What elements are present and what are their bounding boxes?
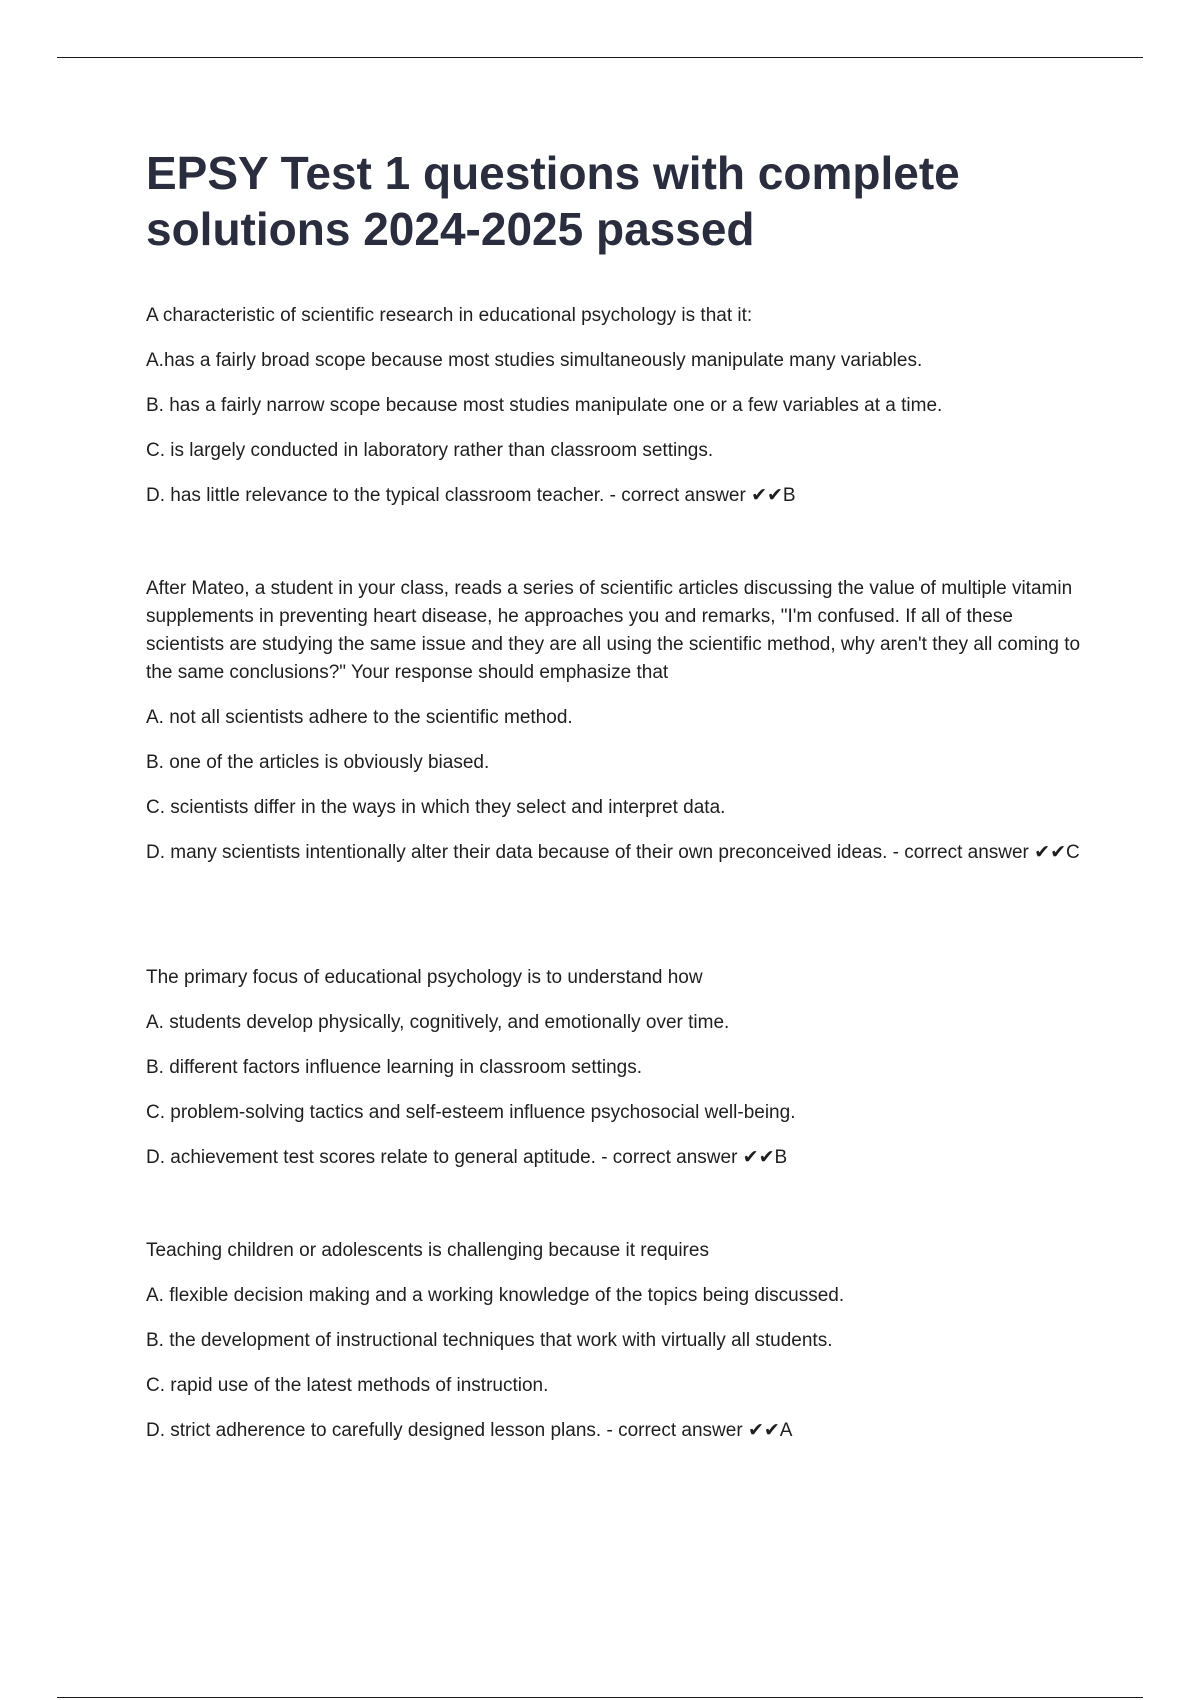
top-divider — [57, 57, 1143, 58]
question-text: A characteristic of scientific research in educational psychology is that it: — [146, 305, 753, 326]
question-text: The primary focus of educational psychology is to understand how — [146, 967, 703, 988]
document-title: EPSY Test 1 questions with complete solutions 2024-2025 passed — [146, 147, 960, 255]
answer-option: A. not all scientists adhere to the scientific method. — [146, 707, 573, 728]
answer-option-with-correct-answer: D. many scientists intentionally alter their data because of their own preconceived ideas. - correct answer ✔✔C — [146, 842, 1080, 863]
answer-option: A. students develop physically, cognitively, and emotionally over time. — [146, 1012, 730, 1033]
question-text: After Mateo, a student in your class, reads a series of scientific articles discussing the value of multiple vitamin supplements in preventing heart disease, he approaches you and remarks, "I'm confused. If all of these scientists are studying the same issue and they are all using the scientific method, why aren't they all coming to the same conclusions?" Your response should emphasize that — [146, 578, 1081, 683]
answer-option-with-correct-answer: D. has little relevance to the typical classroom teacher. - correct answer ✔✔B — [146, 485, 796, 506]
answer-option: C. problem-solving tactics and self-esteem influence psychosocial well-being. — [146, 1102, 796, 1123]
question-text: Teaching children or adolescents is challenging because it requires — [146, 1240, 709, 1261]
bottom-divider — [57, 1697, 1143, 1698]
answer-option: A.has a fairly broad scope because most studies simultaneously manipulate many variables. — [146, 350, 923, 371]
question-block — [146, 302, 1096, 510]
answer-option: B. one of the articles is obviously biased. — [146, 752, 490, 773]
answer-option-with-correct-answer: D. strict adherence to carefully designed lesson plans. - correct answer ✔✔A — [146, 1420, 793, 1441]
answer-option: C. is largely conducted in laboratory rather than classroom settings. — [146, 440, 714, 461]
question-block — [146, 575, 1096, 867]
question-block — [146, 964, 1096, 1172]
question-block — [146, 1237, 1096, 1445]
answer-option: C. scientists differ in the ways in which they select and interpret data. — [146, 797, 726, 818]
answer-option-with-correct-answer: D. achievement test scores relate to general aptitude. - correct answer ✔✔B — [146, 1147, 788, 1168]
answer-option: B. different factors influence learning in classroom settings. — [146, 1057, 643, 1078]
answer-option: C. rapid use of the latest methods of instruction. — [146, 1375, 549, 1396]
answer-option: B. has a fairly narrow scope because most studies manipulate one or a few variables at a time. — [146, 395, 943, 416]
answer-option: A. flexible decision making and a working knowledge of the topics being discussed. — [146, 1285, 845, 1306]
answer-option: B. the development of instructional techniques that work with virtually all students. — [146, 1330, 833, 1351]
